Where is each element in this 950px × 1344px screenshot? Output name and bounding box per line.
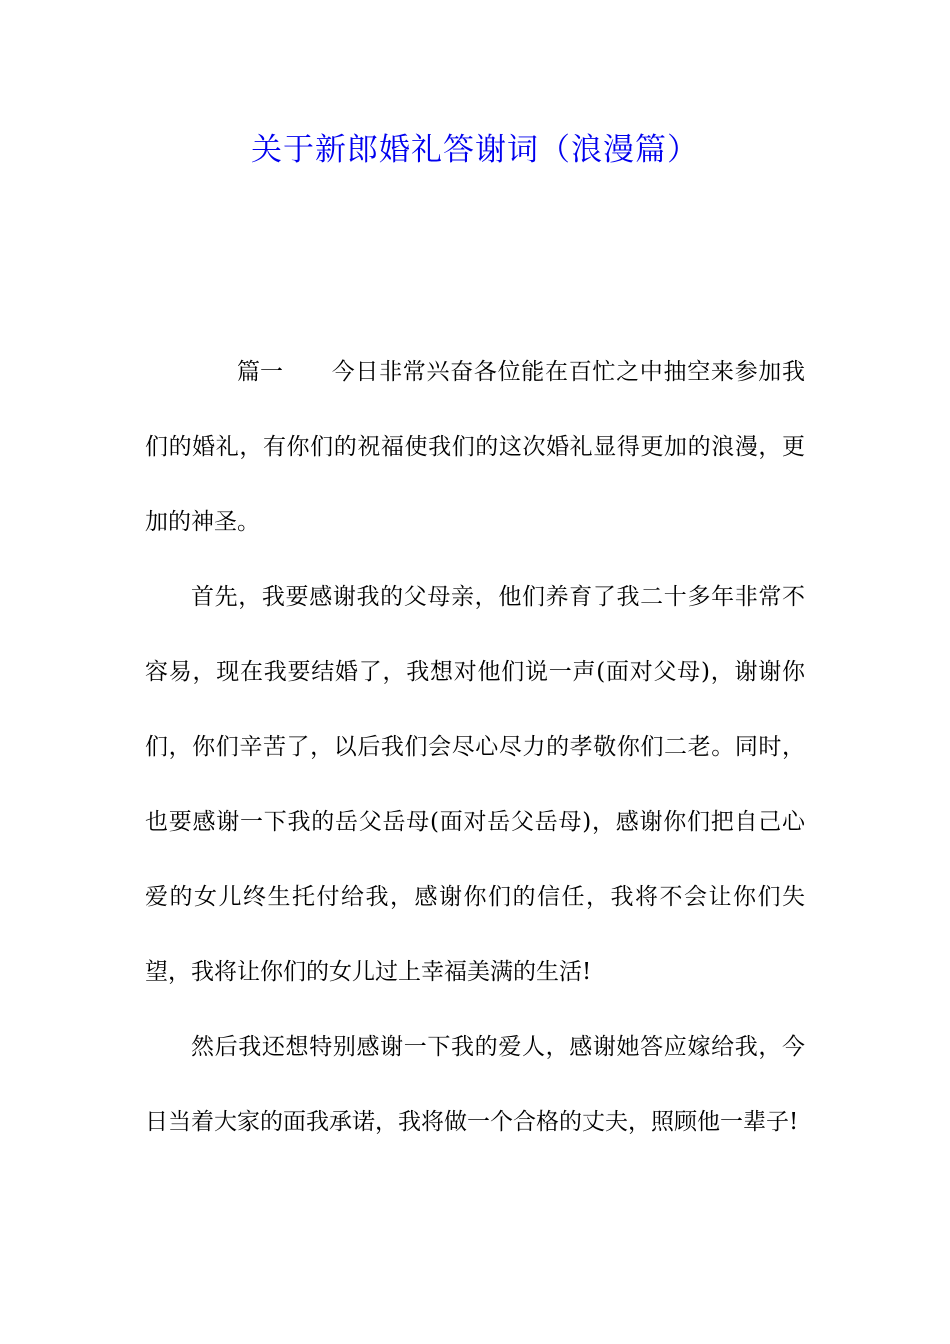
paragraph-text: 首先，我要感谢我的父母亲，他们养育了我二十多年非常不容易，现在我要结婚了，我想对他们说一声(面对父母)，谢谢你们，你们辛苦了，以后我们会尽心尽力的孝敬你们二老。同时，也要感谢一下我的岳父岳母(面对岳父岳母)，感谢你们把自己心爱的女儿终生托付给我，感谢你们的信任，我将不会让你们失望，我将让你们的女儿过上幸福美满的生活!	[145, 584, 805, 985]
paragraph-text: 今日非常兴奋各位能在百忙之中抽空来参加我们的婚礼，有你们的祝福使我们的这次婚礼显得更加的浪漫，更加的神圣。	[145, 359, 805, 535]
document-title: 关于新郎婚礼答谢词（浪漫篇）	[251, 132, 699, 168]
paragraph-text: 然后我还想特别感谢一下我的爱人，感谢她答应嫁给我，今日当着大家的面我承诺，我将做一个合格的丈夫，照顾他一辈子!	[145, 1034, 805, 1135]
paragraph-2	[145, 560, 805, 1010]
section-label: 篇一	[237, 359, 283, 385]
paragraph-3	[145, 1010, 805, 1160]
document-body	[145, 335, 805, 1160]
paragraph-1	[145, 335, 805, 560]
